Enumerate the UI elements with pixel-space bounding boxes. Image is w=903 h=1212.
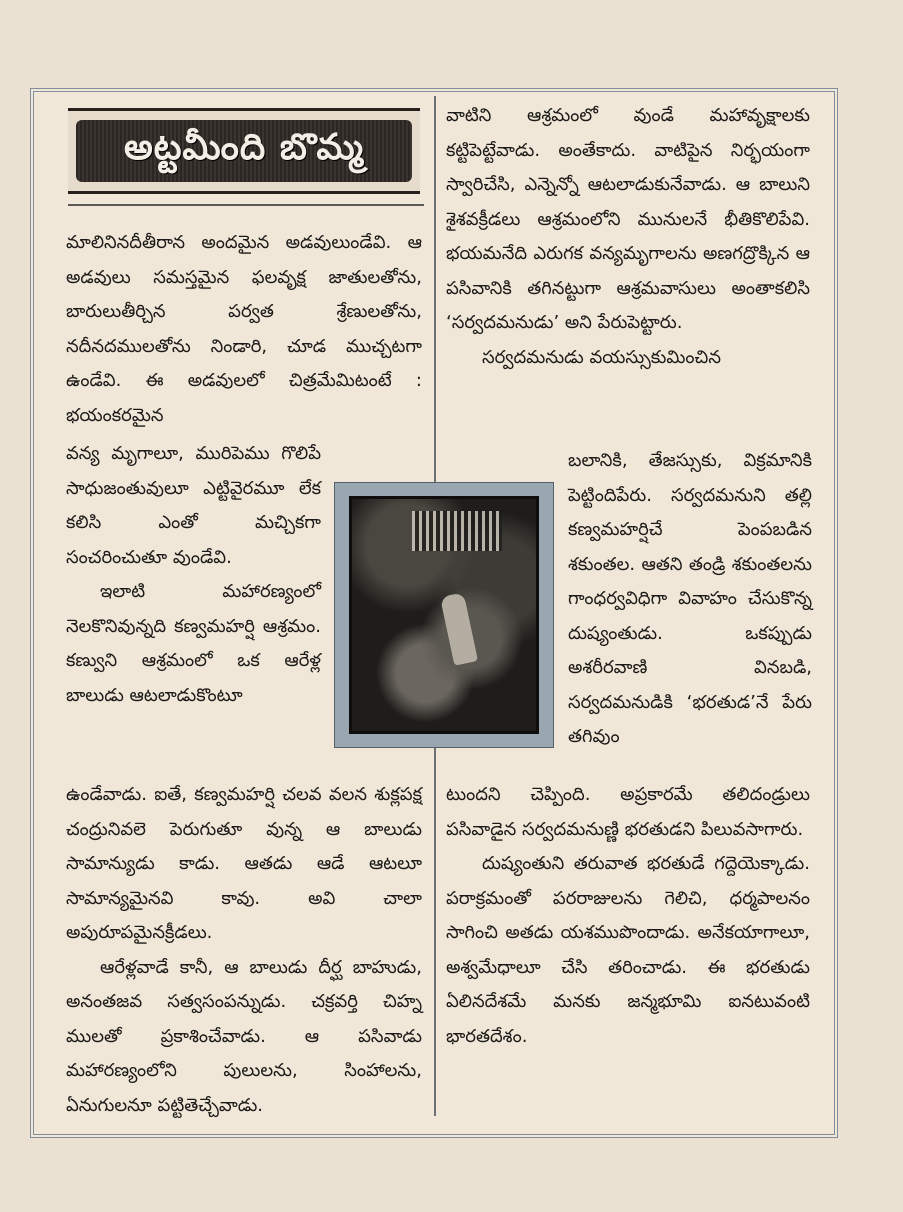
paragraph: సర్వదమనుడు వయస్సుకుమించిన <box>482 346 721 368</box>
left-column-bottom <box>66 778 422 1123</box>
right-column-bottom <box>446 778 810 1054</box>
right-column-narrow <box>568 444 812 755</box>
paragraph: ఆరేళ్లవాడే కానీ, ఆ బాలుడు దీర్ఘ బాహుడు, అనంతజవ సత్వసంపన్నుడు. చక్రవర్తి చిహ్న ములతో ప్రకాశించేవాడు. ఆ పసివాడు మహారణ్యంలోని పులులను, సింహాలను, ఏనుగులనూ పట్టితెచ్చేవాడు. <box>66 956 422 1116</box>
paragraph: వన్య మృగాలూ, మురిపెము గొలిపే సాధుజంతువులూ ఎట్టివైరమూ లేక కలిసి ఎంతో మచ్చికగా సంచరించుతూ వుండేవి. <box>66 443 321 568</box>
paragraph: దుష్యంతుని తరువాత భరతుడే గద్దెయెక్కాడు. పరాక్రమంతో పరరాజులను గెలిచి, ధర్మపాలనం సాగించి అతడు యశముపొందాడు. అనేకయాగాలూ, అశ్వమేధాలూ చేసి తరించాడు. ఈ భరతుడు ఏలినదేశమే మనకు జన్మభూమి ఐనటువంటి భారతదేశం. <box>446 853 810 1047</box>
paragraph: ఇలాటి మహారణ్యంలో నెలకొనివున్నది కణ్వమహర్షి ఆశ్రమం. కణ్వుని ఆశ్రమంలో ఒక ఆరేళ్ల బాలుడు ఆటలాడుకొంటూ <box>66 581 321 706</box>
illustration-frame <box>334 482 554 748</box>
fence-shape <box>412 511 502 551</box>
left-column-narrow <box>66 437 321 713</box>
title-panel <box>76 120 412 182</box>
forest-illustration <box>349 496 539 734</box>
paragraph: మాలినినదీతీరాన అందమైన అడవులుండేవి. ఆ అడవులు సమస్తమైన ఫలవృక్ష జాతులతోను, బారులుతీర్చిన పర్వత శ్రేణులతోను, నదీనదములతోను నిండారి, చూడ ముచ్చటగా ఉండేవి. ఈ అడవులలో చిత్రమేమిటంటే : భయంకరమైన <box>66 232 422 426</box>
right-column-top <box>446 99 810 375</box>
paragraph: బలానికి, తేజస్సుకు, విక్రమానికి పెట్టిందిపేరు. సర్వదమనుని తల్లి కణ్వమహర్షిచే పెంపబడిన శకుంతల. ఆతని తండ్రి శకుంతలను గాంధర్వవిధిగా వివాహం చేసుకొన్న దుష్యంతుడు. ఒకప్పుడు అశరీరవాణి వినబడి, సర్వదమనుడికి ‘భరతుడ’నే పేరు తగివుం <box>568 450 812 747</box>
paragraph: ఉండేవాడు. ఐతే, కణ్వమహర్షి చలవ వలన శుక్లపక్ష చంద్రునివలె పెరుగుతూ వున్న ఆ బాలుడు సామాన్యుడు కాడు. ఆతడు ఆడే ఆటలూ సామాన్యమైనవి కావు. అవి చాలా అపురూపమైనక్రీడలు. <box>66 784 422 943</box>
page-title: అట్టమీంది బొమ్మ <box>123 125 365 168</box>
paragraph: టుందని చెప్పింది. అప్రకారమే తలిదండ్రులు పసివాడైన సర్వదమనుణ్ణి భరతుడని పిలువసాగారు. <box>446 784 810 840</box>
title-banner <box>68 108 420 194</box>
title-underline <box>68 204 424 206</box>
paragraph: వాటిని ఆశ్రమంలో వుండే మహావృక్షాలకు కట్టిపెట్టేవాడు. అంతేకాదు. వాటిపైన నిర్భయంగా స్వారిచేసి, ఎన్నెన్నో ఆటలాడుకునేవాడు. ఆ బాలుని శైశవక్రీడలు ఆశ్రమంలోని మునులనే భీతికొలిపేవి. భయమనేది ఎరుగక వన్యమృగాలను అణగద్రొక్కిన ఆ పసివానికి తగినట్టుగా ఆశ్రమవాసులు అంతాకలిసి ‘సర్వదమనుడు’ అని పేరుపెట్టారు. <box>446 105 810 333</box>
left-column-top <box>66 226 422 433</box>
